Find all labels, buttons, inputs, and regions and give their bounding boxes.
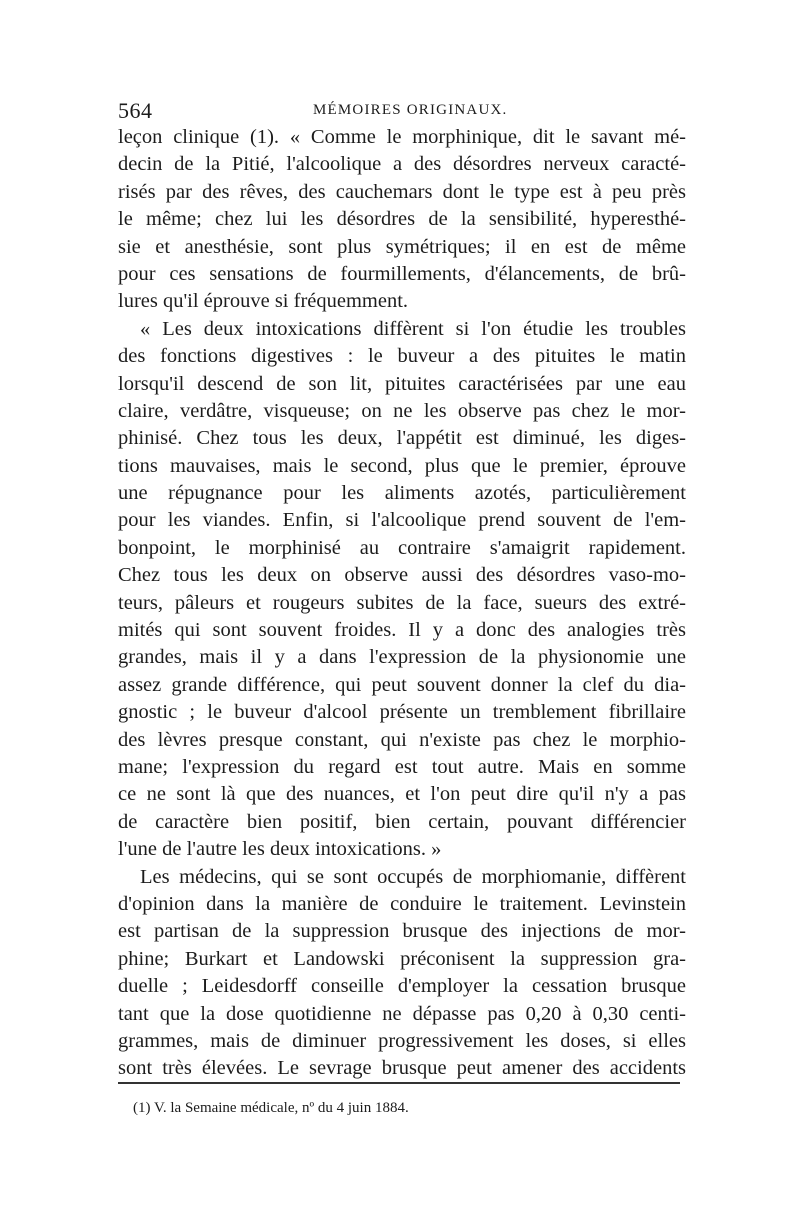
text-line: Les médecins, qui se sont occupés de morphiomanie, diffèrent — [140, 865, 686, 888]
text-line: des fonctions digestives : le buveur a des pituites le matin — [118, 345, 686, 368]
text-line: tant que la dose quotidienne ne dépasse pas 0,20 à 0,30 centi- — [118, 1002, 686, 1025]
text-line: teurs, pâleurs et rougeurs subites de la face, sueurs des extré- — [118, 591, 686, 614]
text-line: lorsqu'il descend de son lit, pituites caractérisées par une eau — [118, 372, 686, 395]
text-line: grammes, mais de diminuer progressivement les doses, si elles — [118, 1029, 686, 1052]
text-line: claire, verdâtre, visqueuse; on ne les observe pas chez le mor- — [118, 399, 686, 422]
text-line: duelle ; Leidesdorff conseille d'employer la cessation brusque — [118, 975, 686, 998]
footnote: (1) V. la Semaine médicale, nº du 4 juin 1884. — [133, 1100, 409, 1116]
text-line: sie et anesthésie, sont plus symétriques; il en est de même — [118, 235, 686, 258]
text-line: l'une de l'autre les deux intoxications. » — [118, 838, 442, 861]
footnote-divider — [118, 1082, 680, 1084]
text-line: assez grande différence, qui peut souvent donner la clef du dia- — [118, 673, 686, 696]
page-number: 564 — [118, 98, 153, 123]
body-text — [118, 124, 686, 1083]
running-title: MÉMOIRES ORIGINAUX. — [313, 102, 508, 118]
text-line: de caractère bien positif, bien certain, pouvant différencier — [118, 810, 686, 833]
text-line: phinisé. Chez tous les deux, l'appétit est diminué, les diges- — [118, 427, 686, 450]
text-line: pour ces sensations de fourmillements, d'élancements, de brû- — [118, 262, 686, 285]
text-line: mane; l'expression du regard est tout autre. Mais en somme — [118, 755, 686, 778]
text-line: pour les viandes. Enfin, si l'alcoolique prend souvent de l'em- — [118, 509, 686, 532]
text-line: bonpoint, le morphinisé au contraire s'amaigrit rapidement. — [118, 536, 686, 559]
text-line: phine; Burkart et Landowski préconisent la suppression gra- — [118, 947, 686, 970]
text-line: « Les deux intoxications diffèrent si l'on étudie les troubles — [140, 317, 686, 340]
text-line: des lèvres presque constant, qui n'existe pas chez le morphio- — [118, 728, 686, 751]
text-line: decin de la Pitié, l'alcoolique a des désordres nerveux caracté- — [118, 153, 686, 176]
text-line: risés par des rêves, des cauchemars dont le type est à peu près — [118, 180, 686, 203]
text-line: leçon clinique (1). « Comme le morphinique, dit le savant mé- — [118, 126, 686, 148]
text-line: lures qu'il éprouve si fréquemment. — [118, 290, 409, 313]
text-line: mités qui sont souvent froides. Il y a donc des analogies très — [118, 619, 686, 642]
text-line: Chez tous les deux on observe aussi des désordres vaso-mo- — [118, 564, 686, 587]
page-header — [118, 98, 688, 122]
text-line: le même; chez lui les désordres de la sensibilité, hyperesthé- — [118, 208, 686, 231]
text-line: d'opinion dans la manière de conduire le traitement. Levinstein — [118, 892, 686, 915]
text-line: ce ne sont là que des nuances, et l'on peut dire qu'il n'y a pas — [118, 783, 686, 806]
text-line: tions mauvaises, mais le second, plus que le premier, éprouve — [118, 454, 686, 477]
text-line: grandes, mais il y a dans l'expression de la physionomie une — [118, 646, 686, 669]
text-line: gnostic ; le buveur d'alcool présente un tremblement fibrillaire — [118, 701, 686, 724]
text-line: sont très élevées. Le sevrage brusque peut amener des accidents — [118, 1057, 686, 1080]
text-line: une répugnance pour les aliments azotés, particulièrement — [118, 482, 686, 505]
text-line: est partisan de la suppression brusque des injections de mor- — [118, 920, 686, 943]
